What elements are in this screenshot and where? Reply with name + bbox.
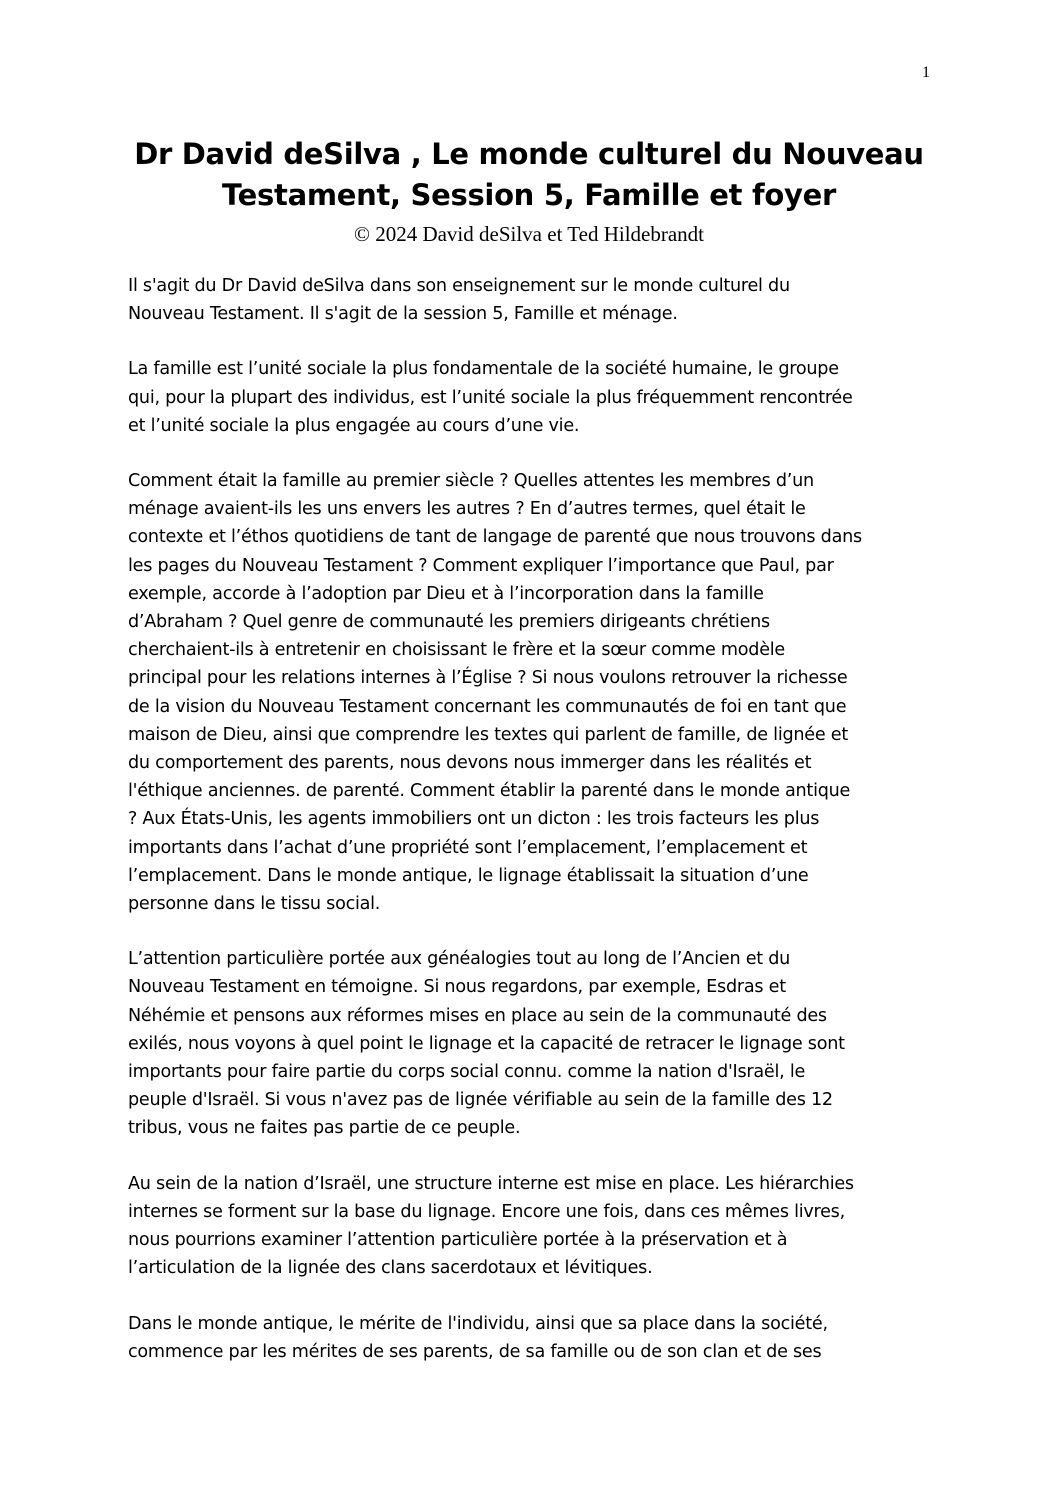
text-line: d’Abraham ? Quel genre de communauté les premiers dirigeants chrétiens <box>128 612 770 633</box>
page-number: 1 <box>922 64 930 81</box>
text-line: nous pourrions examiner l’attention particulière portée à la préservation et à <box>128 1230 788 1251</box>
title-line: Dr David deSilva , Le monde culturel du Nouveau <box>134 137 924 171</box>
text-line: internes se forment sur la base du lignage. Encore une fois, dans ces mêmes livres, <box>128 1201 845 1222</box>
text-line: ménage avaient-ils les uns envers les autres ? En d’autres termes, quel était le <box>128 499 806 520</box>
text-line: Au sein de la nation d’Israël, une structure interne est mise en place. Les hiérarchies <box>128 1173 854 1194</box>
text-line: Il s'agit du Dr David deSilva dans son enseignement sur le monde culturel du <box>128 276 790 296</box>
text-line: principal pour les relations internes à l’Église ? Si nous voulons retrouver la richesse <box>128 668 848 689</box>
title-line: Testament, Session 5, Famille et foyer <box>222 178 836 212</box>
text-line: Néhémie et pensons aux réformes mises en place au sein de la communauté des <box>128 1005 827 1026</box>
text-line: qui, pour la plupart des individus, est l’unité sociale la plus fréquemment rencontrée <box>128 387 853 408</box>
paragraph-first-century <box>128 467 938 918</box>
text-line: L’attention particulière portée aux généalogies tout au long de l’Ancien et du <box>128 949 791 970</box>
document-title <box>100 134 958 216</box>
text-line: exilés, nous voyons à quel point le lignage et la capacité de retracer le lignage sont <box>128 1033 845 1054</box>
text-line: peuple d'Israël. Si vous n'avez pas de lignée vérifiable au sein de la famille des 12 <box>128 1090 833 1111</box>
paragraph-genealogies <box>128 945 938 1142</box>
text-line: personne dans le tissu social. <box>128 894 381 915</box>
text-line: et l’unité sociale la plus engagée au cours d’une vie. <box>128 415 580 436</box>
text-line: l’emplacement. Dans le monde antique, le lignage établissait la situation d’une <box>128 865 809 886</box>
text-line: La famille est l’unité sociale la plus fondamentale de la société humaine, le groupe <box>128 359 839 380</box>
text-line: l’articulation de la lignée des clans sacerdotaux et lévitiques. <box>128 1258 653 1279</box>
text-line: ? Aux États-Unis, les agents immobiliers ont un dicton : les trois facteurs les plus <box>128 809 820 830</box>
text-line: exemple, accorde à l’adoption par Dieu et à l’incorporation dans la famille <box>128 583 764 604</box>
text-line: tribus, vous ne faites pas partie de ce peuple. <box>128 1118 521 1139</box>
text-line: maison de Dieu, ainsi que comprendre les textes qui parlent de famille, de lignée et <box>128 724 848 745</box>
text-line: les pages du Nouveau Testament ? Comment expliquer l’importance que Paul, par <box>128 555 834 576</box>
text-line: importants pour faire partie du corps social connu. comme la nation d'Israël, le <box>128 1062 806 1083</box>
text-line: Nouveau Testament. Il s'agit de la session 5, Famille et ménage. <box>128 304 678 325</box>
text-line: du comportement des parents, nous devons nous immerger dans les réalités et <box>128 753 812 774</box>
text-line: importants dans l’achat d’une propriété sont l’emplacement, l’emplacement et <box>128 837 808 858</box>
copyright-notice: © 2024 David deSilva et Ted Hildebrandt <box>353 222 705 246</box>
text-line: Nouveau Testament en témoigne. Si nous regardons, par exemple, Esdras et <box>128 977 786 998</box>
paragraph-merit <box>128 1310 938 1366</box>
paragraph-intro <box>128 272 938 328</box>
text-line: de la vision du Nouveau Testament concernant les communautés de foi en tant que <box>128 696 847 717</box>
paragraph-family-unit <box>128 355 938 440</box>
text-line: Comment était la famille au premier siècle ? Quelles attentes les membres d’un <box>128 471 814 492</box>
text-line: l'éthique anciennes. de parenté. Comment établir la parenté dans le monde antique <box>128 781 851 802</box>
document-body <box>128 272 938 1393</box>
text-line: cherchaient-ils à entretenir en choisissant le frère et la sœur comme modèle <box>128 640 785 661</box>
text-line: commence par les mérites de ses parents, de sa famille ou de son clan et de ses <box>128 1341 822 1362</box>
paragraph-israel-structure <box>128 1170 938 1283</box>
text-line: contexte et l’éthos quotidiens de tant de langage de parenté que nous trouvons dans <box>128 527 862 548</box>
text-line: Dans le monde antique, le mérite de l'individu, ainsi que sa place dans la société, <box>128 1313 828 1334</box>
